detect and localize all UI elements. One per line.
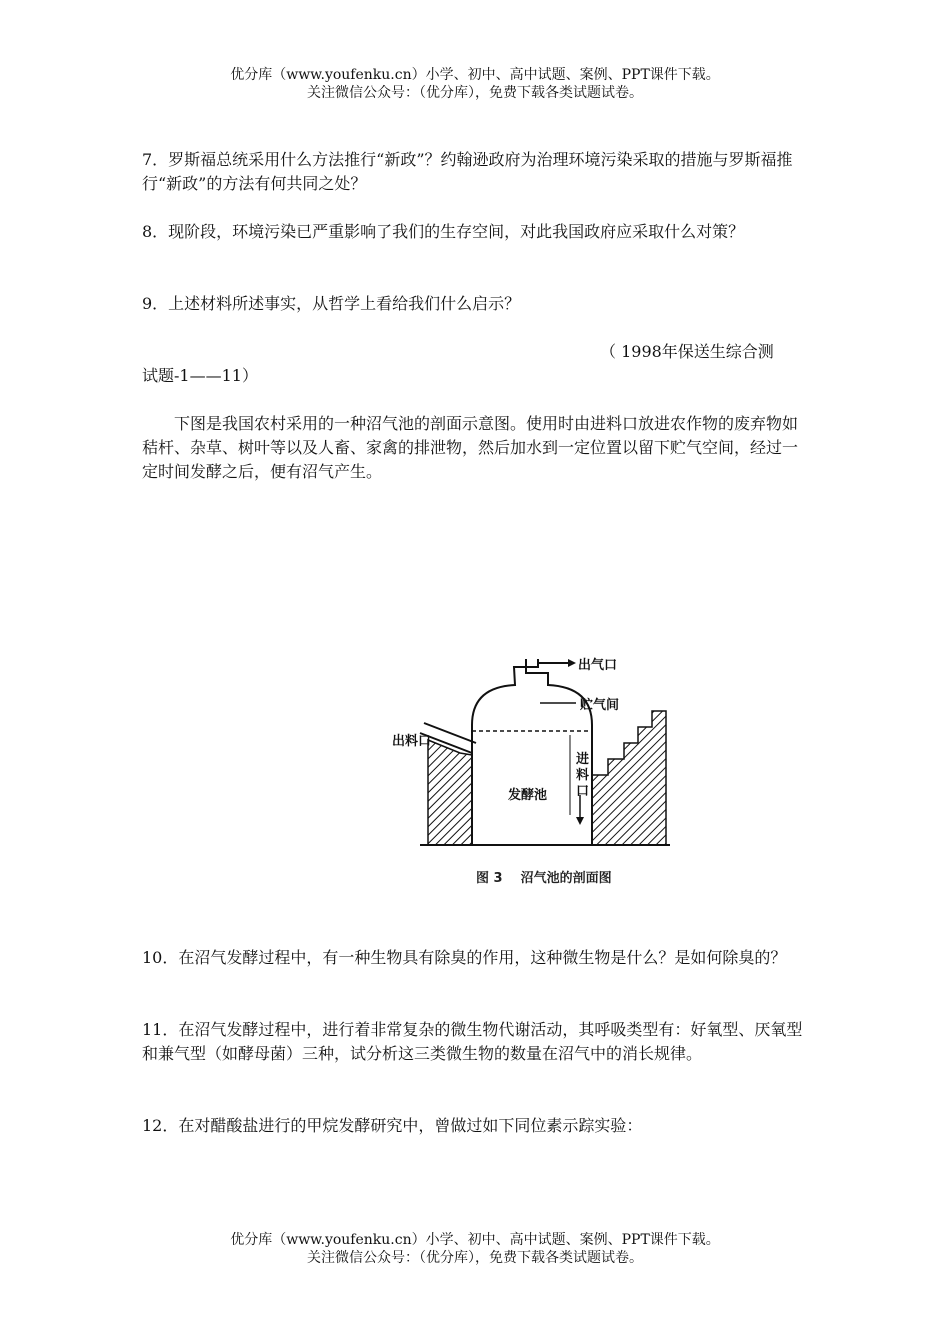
right-soil — [592, 711, 666, 845]
label-inlet-2: 料 — [576, 768, 590, 783]
label-inlet-1: 进 — [576, 752, 590, 767]
footer-line-2: 关注微信公众号：（优分库），免费下载各类试题试卷。 — [307, 1250, 643, 1266]
source-citation-line-2: 试题-1——11） — [142, 366, 258, 385]
question-8: 8．现阶段，环境污染已严重影响了我们的生存空间，对此我国政府应采取什么对策？ — [142, 222, 745, 241]
label-gas-outlet: 出气口 — [578, 658, 618, 673]
header-line-1: 优分库（www.youfenku.cn）小学、初中、高中试题、案例、PPT课件下载。 — [230, 67, 720, 83]
question-9: 9．上述材料所述事实，从哲学上看给我们什么启示？ — [142, 294, 521, 313]
page-header — [0, 66, 950, 102]
header-line-2: 关注微信公众号：（优分库），免费下载各类试题试卷。 — [307, 85, 643, 101]
biogas-digester-diagram — [380, 645, 680, 865]
label-gas-storage: 贮气间 — [580, 698, 620, 713]
tank-left-wall-and-pipe — [472, 659, 538, 845]
inlet-arrowhead — [576, 817, 584, 825]
question-12: 12．在对醋酸盐进行的甲烷发酵研究中，曾做过如下同位素示踪实验： — [142, 1116, 643, 1135]
intro-paragraph: 下图是我国农村采用的一种沼气池的剖面示意图。使用时由进料口放进农作物的废弃物如秸杆、杂草、树叶等以及人畜、家禽的排泄物，然后加水到一定位置以留下贮气空间，经过一定时间发酵之后，便有沼气产生。 — [142, 414, 799, 481]
source-citation-line-1: （ 1998年保送生综合测 — [600, 342, 774, 361]
label-fermentation-tank: 发酵池 — [508, 788, 548, 803]
footer-line-1: 优分库（www.youfenku.cn）小学、初中、高中试题、案例、PPT课件下载。 — [230, 1232, 720, 1248]
figure-caption: 图 3 沼气池的剖面图 — [476, 871, 612, 886]
question-10: 10．在沼气发酵过程中，有一种生物具有除臭的作用，这种微生物是什么？是如何除臭的？ — [142, 948, 787, 967]
question-7: 7．罗斯福总统采用什么方法推行“新政”？约翰逊政府为治理环境污染采取的措施与罗斯福推行“新政”的方法有何共同之处？ — [142, 150, 793, 193]
label-inlet-3: 口 — [576, 784, 590, 799]
question-11: 11．在沼气发酵过程中，进行着非常复杂的微生物代谢活动，其呼吸类型有：好氧型、厌氧型和兼气型（如酵母菌）三种，试分析这三类微生物的数量在沼气中的消长规律。 — [142, 1020, 803, 1063]
page-footer — [0, 1231, 950, 1267]
left-soil — [428, 740, 472, 845]
label-material-outlet: 出料口 — [392, 734, 432, 749]
gas-outlet-arrowhead — [568, 659, 576, 667]
biogas-digester-figure — [380, 645, 680, 895]
